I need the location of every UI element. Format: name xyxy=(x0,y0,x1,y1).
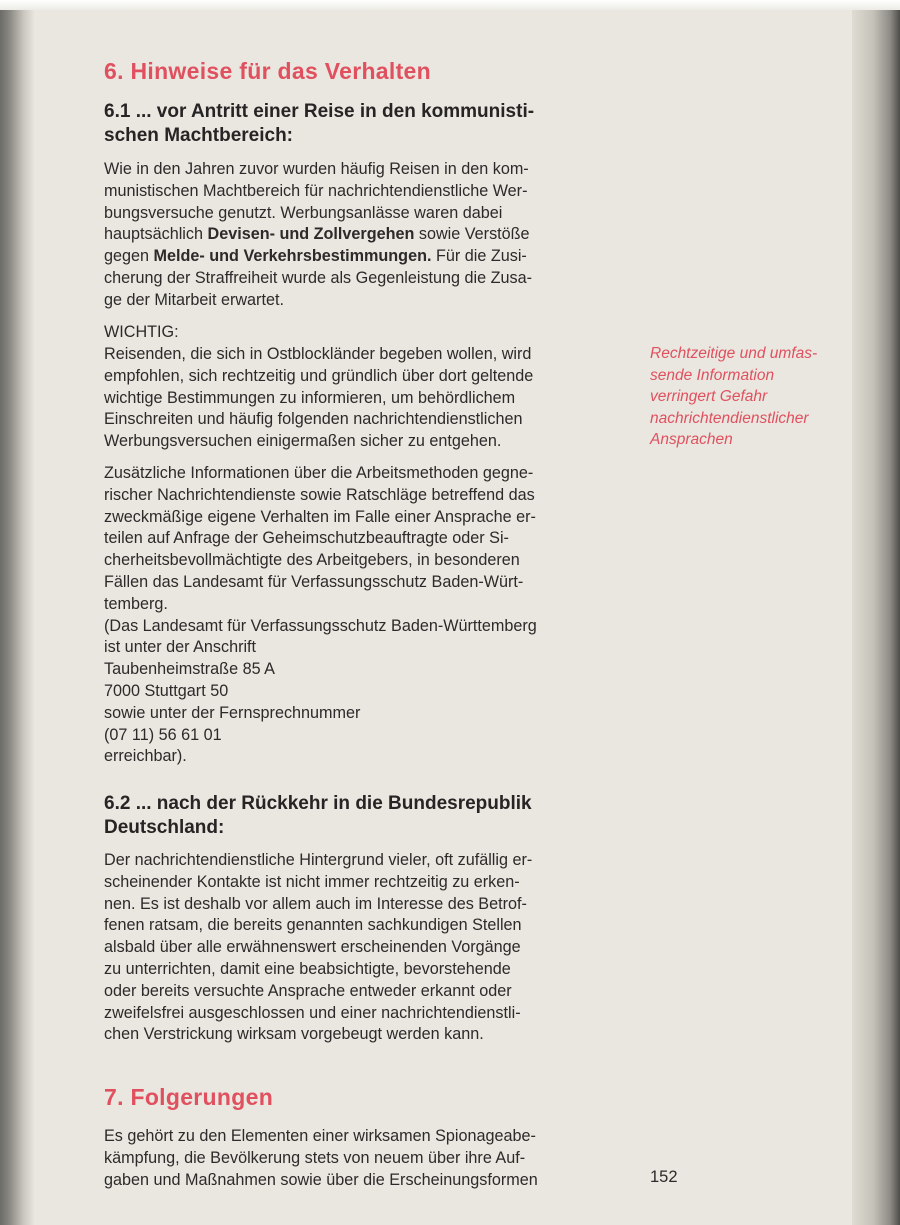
text-line: kämpfung, die Bevölkerung stets von neuem über ihre Auf- xyxy=(104,1148,526,1167)
text-line: fenen ratsam, die bereits genannten sachkundigen Stellen xyxy=(104,916,522,935)
book-binding-left xyxy=(0,0,34,1225)
text-line: zu unterrichten, damit eine beabsichtigte, bevorstehende xyxy=(104,959,511,978)
text-line: Es gehört zu den Elementen einer wirksamen Spionageabe- xyxy=(104,1127,536,1145)
text-run: hauptsächlich xyxy=(104,225,208,244)
subsection-6-1-heading xyxy=(104,100,624,148)
subsection-6-2-heading-line: Deutschland: xyxy=(104,817,225,838)
text-line: ge der Mitarbeit erwartet. xyxy=(104,290,284,309)
text-line: wichtige Bestimmungen zu informieren, um behördlichem xyxy=(104,388,516,407)
page-edge-right xyxy=(852,0,900,1225)
margin-note xyxy=(650,343,890,451)
text-line: erreichbar). xyxy=(104,747,187,766)
text-line: oder bereits versuchte Ansprache entweder erkannt oder xyxy=(104,981,512,1000)
text-line: zweckmäßige eigene Verhalten im Falle einer Ansprache er- xyxy=(104,507,536,526)
margin-note-line: nachrichtendienstlicher xyxy=(650,409,809,427)
text-line: temberg. xyxy=(104,594,168,613)
text-line: rischer Nachrichtendienste sowie Ratschläge betreffend das xyxy=(104,485,535,504)
subsection-6-1-heading-line: 6.1 ... vor Antritt einer Reise in den kommunisti- xyxy=(104,101,535,122)
subsection-6-2-heading-line: 6.2 ... nach der Rückkehr in die Bundesrepublik xyxy=(104,793,532,814)
text-run: gegen xyxy=(104,247,154,266)
page-number: 152 xyxy=(650,1168,678,1186)
address-street: Taubenheimstraße 85 A xyxy=(104,660,275,679)
bold-term-melde: Melde- und Verkehrsbestimmungen. xyxy=(153,247,432,266)
wichtig-label: WICHTIG: xyxy=(104,323,179,341)
subsection-6-2-heading xyxy=(104,792,624,840)
section-7-heading: 7. Folgerungen xyxy=(104,1084,274,1110)
text-line: Der nachrichtendienstliche Hintergrund vieler, oft zufällig er- xyxy=(104,851,533,869)
text-line: cherung der Straffreiheit wurde als Gegenleistung die Zusa- xyxy=(104,268,533,287)
text-line: scheinender Kontakte ist nicht immer rechtzeitig zu erken- xyxy=(104,872,520,891)
margin-note-line: Ansprachen xyxy=(650,431,733,448)
text-run: sowie Verstöße xyxy=(414,225,530,244)
paragraph-reisen-werbung xyxy=(104,159,624,312)
text-line: nen. Es ist deshalb vor allem auch im Interesse des Betrof- xyxy=(104,894,527,913)
text-line: zweifelsfrei ausgeschlossen und einer nachrichtendienstli- xyxy=(104,1003,521,1022)
text-line: ist unter der Anschrift xyxy=(104,638,257,657)
margin-note-line: sende Information xyxy=(650,366,775,384)
page-top-edge xyxy=(0,0,900,10)
text-line: Zusätzliche Informationen über die Arbeitsmethoden gegne- xyxy=(104,464,534,482)
text-line: Einschreiten und häufig folgenden nachrichtendienstlichen xyxy=(104,410,523,429)
text-line: empfohlen, sich rechtzeitig und gründlich über dort geltende xyxy=(104,366,534,385)
paragraph-wichtig xyxy=(104,344,624,453)
margin-note-line: verringert Gefahr xyxy=(650,388,768,405)
subsection-6-1-heading-line: schen Machtbereich: xyxy=(104,125,293,146)
paragraph-folgerungen xyxy=(104,1126,624,1191)
text-line: alsbald über alle erwähnenswert erscheinenden Vorgänge xyxy=(104,938,521,957)
text-line: cherheitsbevollmächtigte des Arbeitgebers, in besonderen xyxy=(104,551,520,570)
margin-note-line: Rechtzeitige und umfas- xyxy=(650,345,818,362)
text-line: Fällen das Landesamt für Verfassungsschutz Baden-Würt- xyxy=(104,572,524,591)
text-line: Werbungsversuchen einigermaßen sicher zu entgehen. xyxy=(104,432,502,451)
text-line: Wie in den Jahren zuvor wurden häufig Reisen in den kom- xyxy=(104,160,529,178)
section-6-heading: 6. Hinweise für das Verhalten xyxy=(104,58,431,84)
text-line: Reisenden, die sich in Ostblockländer begeben wollen, wird xyxy=(104,345,532,363)
text-line: gaben und Maßnahmen sowie über die Erscheinungsformen xyxy=(104,1170,538,1189)
text-line: chen Verstrickung wirksam vorgebeugt werden kann. xyxy=(104,1025,484,1044)
bold-term-devisen: Devisen- und Zollvergehen xyxy=(207,225,415,244)
paragraph-rueckkehr xyxy=(104,850,624,1046)
phone-number: (07 11) 56 61 01 xyxy=(104,725,222,744)
text-line: bungsversuche genutzt. Werbungsanlässe waren dabei xyxy=(104,203,503,222)
paragraph-zusaetzliche-informationen xyxy=(104,463,624,768)
text-line: sowie unter der Fernsprechnummer xyxy=(104,703,361,722)
address-city: 7000 Stuttgart 50 xyxy=(104,681,229,700)
text-line: munistischen Machtbereich für nachrichtendienstliche Wer- xyxy=(104,181,528,200)
text-line xyxy=(104,224,624,246)
text-line: (Das Landesamt für Verfassungsschutz Baden-Württemberg xyxy=(104,616,537,635)
text-line xyxy=(104,246,624,268)
text-run: Für die Zusi- xyxy=(431,247,527,266)
text-line: teilen auf Anfrage der Geheimschutzbeauftragte oder Si- xyxy=(104,529,509,548)
